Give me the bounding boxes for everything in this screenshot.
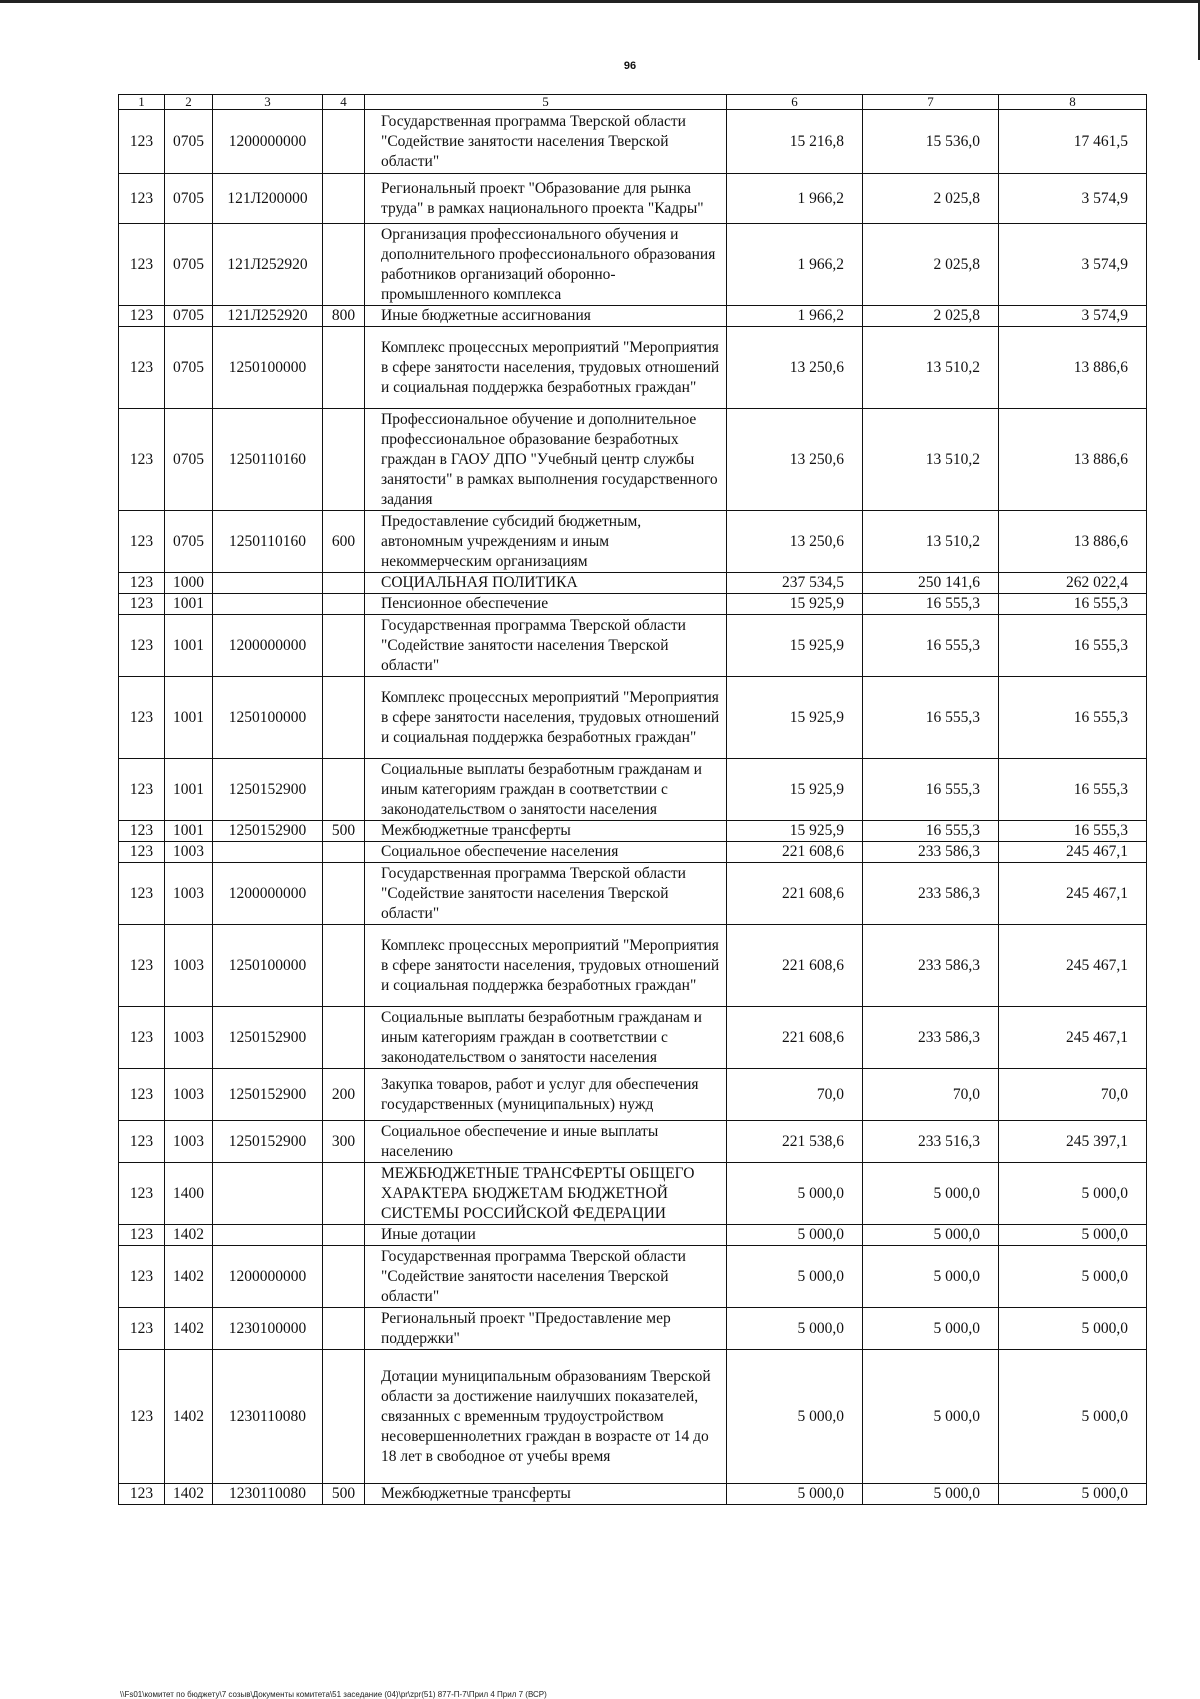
cell-amount-year3: 245 467,1	[999, 925, 1147, 1007]
cell-admin-code: 123	[119, 1069, 165, 1121]
cell-amount-year3: 16 555,3	[999, 759, 1147, 821]
table-row	[119, 110, 1147, 174]
cell-expense-type	[323, 1350, 365, 1484]
cell-amount-year3: 245 467,1	[999, 863, 1147, 925]
cell-amount-year2: 5 000,0	[863, 1484, 999, 1505]
cell-amount-year3: 5 000,0	[999, 1225, 1147, 1246]
table-row	[119, 573, 1147, 594]
cell-expense-type	[323, 573, 365, 594]
cell-section-code: 1402	[165, 1484, 213, 1505]
cell-name: Иные дотации	[365, 1225, 727, 1246]
cell-section-code: 1402	[165, 1225, 213, 1246]
cell-admin-code: 123	[119, 842, 165, 863]
cell-target-code: 1250100000	[213, 327, 323, 409]
cell-amount-year1: 5 000,0	[727, 1350, 863, 1484]
cell-amount-year1: 15 216,8	[727, 110, 863, 174]
cell-target-code: 1230110080	[213, 1484, 323, 1505]
cell-expense-type	[323, 1007, 365, 1069]
cell-admin-code: 123	[119, 174, 165, 224]
cell-admin-code: 123	[119, 1308, 165, 1350]
cell-admin-code: 123	[119, 1163, 165, 1225]
cell-amount-year1: 5 000,0	[727, 1163, 863, 1225]
cell-amount-year1: 5 000,0	[727, 1225, 863, 1246]
header-cell: 8	[999, 95, 1147, 110]
cell-expense-type	[323, 174, 365, 224]
cell-target-code	[213, 842, 323, 863]
cell-section-code: 1003	[165, 1069, 213, 1121]
table-row	[119, 327, 1147, 409]
table-row	[119, 1007, 1147, 1069]
cell-target-code: 1200000000	[213, 615, 323, 677]
cell-amount-year1: 13 250,6	[727, 327, 863, 409]
table-row	[119, 1350, 1147, 1484]
cell-section-code: 1003	[165, 842, 213, 863]
cell-expense-type	[323, 842, 365, 863]
cell-amount-year1: 237 534,5	[727, 573, 863, 594]
cell-amount-year2: 70,0	[863, 1069, 999, 1121]
cell-amount-year2: 5 000,0	[863, 1225, 999, 1246]
cell-section-code: 0705	[165, 224, 213, 306]
cell-amount-year1: 221 608,6	[727, 1007, 863, 1069]
cell-target-code	[213, 573, 323, 594]
cell-amount-year1: 221 608,6	[727, 863, 863, 925]
cell-amount-year3: 3 574,9	[999, 174, 1147, 224]
cell-amount-year1: 70,0	[727, 1069, 863, 1121]
cell-amount-year2: 16 555,3	[863, 821, 999, 842]
table-row	[119, 1121, 1147, 1163]
cell-expense-type	[323, 759, 365, 821]
cell-section-code: 0705	[165, 409, 213, 511]
cell-name: Организация профессионального обучения и дополнительного профессионального образования работников организаций оборонно-промышленного комплекса	[365, 224, 727, 306]
cell-section-code: 1400	[165, 1163, 213, 1225]
table-row	[119, 1069, 1147, 1121]
cell-target-code: 1250110160	[213, 511, 323, 573]
cell-name: Межбюджетные трансферты	[365, 821, 727, 842]
cell-admin-code: 123	[119, 925, 165, 1007]
cell-section-code: 1001	[165, 821, 213, 842]
cell-amount-year2: 233 586,3	[863, 842, 999, 863]
cell-amount-year1: 1 966,2	[727, 174, 863, 224]
cell-admin-code: 123	[119, 1007, 165, 1069]
cell-name: Закупка товаров, работ и услуг для обеспечения государственных (муниципальных) нужд	[365, 1069, 727, 1121]
cell-amount-year3: 5 000,0	[999, 1163, 1147, 1225]
table-row	[119, 821, 1147, 842]
cell-expense-type	[323, 1163, 365, 1225]
cell-amount-year1: 13 250,6	[727, 511, 863, 573]
table-row	[119, 1163, 1147, 1225]
cell-name: Государственная программа Тверской области "Содействие занятости населения Тверской области"	[365, 863, 727, 925]
table-row	[119, 306, 1147, 327]
cell-amount-year1: 15 925,9	[727, 615, 863, 677]
table-row	[119, 1246, 1147, 1308]
cell-expense-type: 200	[323, 1069, 365, 1121]
cell-amount-year1: 221 608,6	[727, 925, 863, 1007]
cell-expense-type: 800	[323, 306, 365, 327]
cell-name: Социальное обеспечение и иные выплаты населению	[365, 1121, 727, 1163]
cell-expense-type: 500	[323, 821, 365, 842]
cell-amount-year1: 5 000,0	[727, 1308, 863, 1350]
cell-section-code: 1001	[165, 594, 213, 615]
cell-target-code: 1250152900	[213, 821, 323, 842]
cell-admin-code: 123	[119, 615, 165, 677]
cell-amount-year1: 5 000,0	[727, 1246, 863, 1308]
table-row	[119, 1484, 1147, 1505]
cell-amount-year3: 13 886,6	[999, 409, 1147, 511]
cell-target-code: 121Л200000	[213, 174, 323, 224]
cell-expense-type	[323, 224, 365, 306]
cell-amount-year3: 245 467,1	[999, 842, 1147, 863]
cell-amount-year1: 221 538,6	[727, 1121, 863, 1163]
cell-admin-code: 123	[119, 1246, 165, 1308]
cell-section-code: 0705	[165, 174, 213, 224]
page-number: 96	[623, 60, 637, 72]
cell-amount-year1: 15 925,9	[727, 821, 863, 842]
cell-amount-year2: 5 000,0	[863, 1308, 999, 1350]
cell-target-code: 1250152900	[213, 1007, 323, 1069]
table-row	[119, 863, 1147, 925]
cell-amount-year3: 13 886,6	[999, 327, 1147, 409]
cell-amount-year2: 2 025,8	[863, 224, 999, 306]
table-row	[119, 409, 1147, 511]
cell-name: МЕЖБЮДЖЕТНЫЕ ТРАНСФЕРТЫ ОБЩЕГО ХАРАКТЕРА БЮДЖЕТАМ БЮДЖЕТНОЙ СИСТЕМЫ РОССИЙСКОЙ ФЕДЕРАЦИИ	[365, 1163, 727, 1225]
cell-amount-year3: 16 555,3	[999, 594, 1147, 615]
cell-amount-year3: 3 574,9	[999, 224, 1147, 306]
cell-amount-year2: 16 555,3	[863, 594, 999, 615]
cell-name: Дотации муниципальным образованиям Тверской области за достижение наилучших показателей, связанных с временным трудоустройством несовершеннолетних граждан в возрасте от 14 до 18 лет в свободное от учебы время	[365, 1350, 727, 1484]
cell-name: Комплекс процессных мероприятий "Мероприятия в сфере занятости населения, трудовых отношений и социальная поддержка безработных граждан"	[365, 677, 727, 759]
cell-amount-year3: 5 000,0	[999, 1246, 1147, 1308]
cell-amount-year3: 262 022,4	[999, 573, 1147, 594]
cell-target-code: 1250100000	[213, 925, 323, 1007]
cell-name: Региональный проект "Предоставление мер поддержки"	[365, 1308, 727, 1350]
cell-amount-year1: 1 966,2	[727, 224, 863, 306]
cell-target-code	[213, 1163, 323, 1225]
cell-section-code: 1402	[165, 1350, 213, 1484]
cell-name: Социальные выплаты безработным гражданам и иным категориям граждан в соответствии с законодательством о занятости населения	[365, 759, 727, 821]
cell-expense-type: 500	[323, 1484, 365, 1505]
cell-target-code: 1250110160	[213, 409, 323, 511]
cell-name: Социальные выплаты безработным гражданам и иным категориям граждан в соответствии с законодательством о занятости населения	[365, 1007, 727, 1069]
cell-amount-year2: 13 510,2	[863, 327, 999, 409]
cell-name: Комплекс процессных мероприятий "Мероприятия в сфере занятости населения, трудовых отношений и социальная поддержка безработных граждан"	[365, 925, 727, 1007]
cell-name: Государственная программа Тверской области "Содействие занятости населения Тверской области"	[365, 110, 727, 174]
cell-amount-year2: 233 586,3	[863, 863, 999, 925]
cell-admin-code: 123	[119, 594, 165, 615]
header-cell: 7	[863, 95, 999, 110]
cell-section-code: 1402	[165, 1308, 213, 1350]
cell-expense-type	[323, 1246, 365, 1308]
cell-amount-year3: 245 467,1	[999, 1007, 1147, 1069]
header-cell: 5	[365, 95, 727, 110]
header-cell: 2	[165, 95, 213, 110]
scan-edge-top	[0, 0, 1200, 3]
cell-admin-code: 123	[119, 677, 165, 759]
cell-section-code: 0705	[165, 327, 213, 409]
cell-name: Пенсионное обеспечение	[365, 594, 727, 615]
cell-admin-code: 123	[119, 1225, 165, 1246]
cell-amount-year3: 16 555,3	[999, 677, 1147, 759]
cell-section-code: 0705	[165, 110, 213, 174]
cell-section-code: 1003	[165, 925, 213, 1007]
cell-name: Предоставление субсидий бюджетным, автономным учреждениям и иным некоммерческим организациям	[365, 511, 727, 573]
cell-expense-type	[323, 677, 365, 759]
cell-amount-year3: 5 000,0	[999, 1350, 1147, 1484]
footer-file-path: \\Fs01\комитет по бюджету\7 созыв\Документы комитета\51 заседание (04)\pr\zpr(51) 877-П-7\Прил 4 Прил 7 (ВСР)	[120, 1690, 547, 1699]
cell-name: Иные бюджетные ассигнования	[365, 306, 727, 327]
cell-target-code	[213, 1225, 323, 1246]
cell-target-code: 1230110080	[213, 1350, 323, 1484]
header-cell: 4	[323, 95, 365, 110]
cell-admin-code: 123	[119, 759, 165, 821]
table-row	[119, 511, 1147, 573]
table-row	[119, 615, 1147, 677]
cell-section-code: 0705	[165, 511, 213, 573]
cell-amount-year3: 5 000,0	[999, 1484, 1147, 1505]
cell-expense-type	[323, 409, 365, 511]
cell-amount-year3: 13 886,6	[999, 511, 1147, 573]
table-row	[119, 842, 1147, 863]
cell-amount-year2: 2 025,8	[863, 174, 999, 224]
cell-amount-year2: 15 536,0	[863, 110, 999, 174]
cell-admin-code: 123	[119, 306, 165, 327]
cell-amount-year1: 13 250,6	[727, 409, 863, 511]
cell-amount-year1: 5 000,0	[727, 1484, 863, 1505]
cell-target-code: 1230100000	[213, 1308, 323, 1350]
cell-amount-year2: 250 141,6	[863, 573, 999, 594]
cell-amount-year1: 15 925,9	[727, 759, 863, 821]
cell-admin-code: 123	[119, 573, 165, 594]
cell-target-code: 1200000000	[213, 1246, 323, 1308]
table-body	[119, 95, 1147, 1505]
cell-name: Социальное обеспечение населения	[365, 842, 727, 863]
cell-name: Государственная программа Тверской области "Содействие занятости населения Тверской области"	[365, 1246, 727, 1308]
cell-name: Профессиональное обучение и дополнительное профессиональное образование безработных граждан в ГАОУ ДПО "Учебный центр службы занятости" в рамках выполнения государственного задания	[365, 409, 727, 511]
cell-section-code: 1001	[165, 677, 213, 759]
cell-target-code: 121Л252920	[213, 224, 323, 306]
cell-expense-type	[323, 110, 365, 174]
cell-amount-year2: 5 000,0	[863, 1350, 999, 1484]
cell-expense-type	[323, 594, 365, 615]
cell-amount-year2: 5 000,0	[863, 1163, 999, 1225]
cell-amount-year2: 5 000,0	[863, 1246, 999, 1308]
cell-expense-type	[323, 1225, 365, 1246]
cell-amount-year3: 70,0	[999, 1069, 1147, 1121]
cell-amount-year3: 3 574,9	[999, 306, 1147, 327]
cell-expense-type	[323, 327, 365, 409]
cell-admin-code: 123	[119, 224, 165, 306]
cell-admin-code: 123	[119, 1121, 165, 1163]
cell-expense-type	[323, 863, 365, 925]
cell-expense-type	[323, 925, 365, 1007]
cell-amount-year3: 16 555,3	[999, 615, 1147, 677]
cell-section-code: 1003	[165, 863, 213, 925]
cell-amount-year1: 15 925,9	[727, 594, 863, 615]
cell-amount-year2: 233 586,3	[863, 1007, 999, 1069]
header-cell: 3	[213, 95, 323, 110]
table-row	[119, 174, 1147, 224]
cell-target-code: 121Л252920	[213, 306, 323, 327]
cell-amount-year2: 13 510,2	[863, 409, 999, 511]
cell-admin-code: 123	[119, 821, 165, 842]
cell-target-code: 1200000000	[213, 110, 323, 174]
cell-amount-year1: 221 608,6	[727, 842, 863, 863]
cell-admin-code: 123	[119, 327, 165, 409]
table-row	[119, 224, 1147, 306]
cell-section-code: 1000	[165, 573, 213, 594]
cell-amount-year3: 16 555,3	[999, 821, 1147, 842]
cell-admin-code: 123	[119, 110, 165, 174]
cell-section-code: 0705	[165, 306, 213, 327]
cell-admin-code: 123	[119, 409, 165, 511]
cell-section-code: 1001	[165, 615, 213, 677]
header-cell: 6	[727, 95, 863, 110]
cell-amount-year2: 233 586,3	[863, 925, 999, 1007]
cell-expense-type: 600	[323, 511, 365, 573]
cell-section-code: 1003	[165, 1121, 213, 1163]
cell-amount-year3: 17 461,5	[999, 110, 1147, 174]
cell-amount-year1: 1 966,2	[727, 306, 863, 327]
cell-section-code: 1003	[165, 1007, 213, 1069]
table-row	[119, 594, 1147, 615]
cell-name: Комплекс процессных мероприятий "Мероприятия в сфере занятости населения, трудовых отношений и социальная поддержка безработных граждан"	[365, 327, 727, 409]
cell-expense-type	[323, 1308, 365, 1350]
cell-admin-code: 123	[119, 1484, 165, 1505]
cell-name: Государственная программа Тверской области "Содействие занятости населения Тверской области"	[365, 615, 727, 677]
cell-admin-code: 123	[119, 1350, 165, 1484]
cell-amount-year1: 15 925,9	[727, 677, 863, 759]
cell-expense-type	[323, 615, 365, 677]
table-row	[119, 759, 1147, 821]
cell-section-code: 1402	[165, 1246, 213, 1308]
table-row	[119, 1308, 1147, 1350]
table-row	[119, 925, 1147, 1007]
cell-name: Региональный проект "Образование для рынка труда" в рамках национального проекта "Кадры"	[365, 174, 727, 224]
cell-amount-year3: 5 000,0	[999, 1308, 1147, 1350]
table-row	[119, 677, 1147, 759]
cell-target-code: 1250100000	[213, 677, 323, 759]
table-header-row	[119, 95, 1147, 110]
header-cell: 1	[119, 95, 165, 110]
cell-amount-year2: 2 025,8	[863, 306, 999, 327]
cell-name: СОЦИАЛЬНАЯ ПОЛИТИКА	[365, 573, 727, 594]
cell-amount-year2: 16 555,3	[863, 615, 999, 677]
cell-target-code: 1250152900	[213, 1121, 323, 1163]
cell-name: Межбюджетные трансферты	[365, 1484, 727, 1505]
cell-amount-year3: 245 397,1	[999, 1121, 1147, 1163]
cell-expense-type: 300	[323, 1121, 365, 1163]
cell-amount-year2: 13 510,2	[863, 511, 999, 573]
cell-amount-year2: 233 516,3	[863, 1121, 999, 1163]
cell-target-code: 1200000000	[213, 863, 323, 925]
cell-amount-year2: 16 555,3	[863, 677, 999, 759]
cell-section-code: 1001	[165, 759, 213, 821]
cell-target-code: 1250152900	[213, 759, 323, 821]
cell-admin-code: 123	[119, 511, 165, 573]
cell-amount-year2: 16 555,3	[863, 759, 999, 821]
cell-target-code	[213, 594, 323, 615]
cell-admin-code: 123	[119, 863, 165, 925]
budget-table	[118, 94, 1147, 1505]
table-row	[119, 1225, 1147, 1246]
cell-target-code: 1250152900	[213, 1069, 323, 1121]
